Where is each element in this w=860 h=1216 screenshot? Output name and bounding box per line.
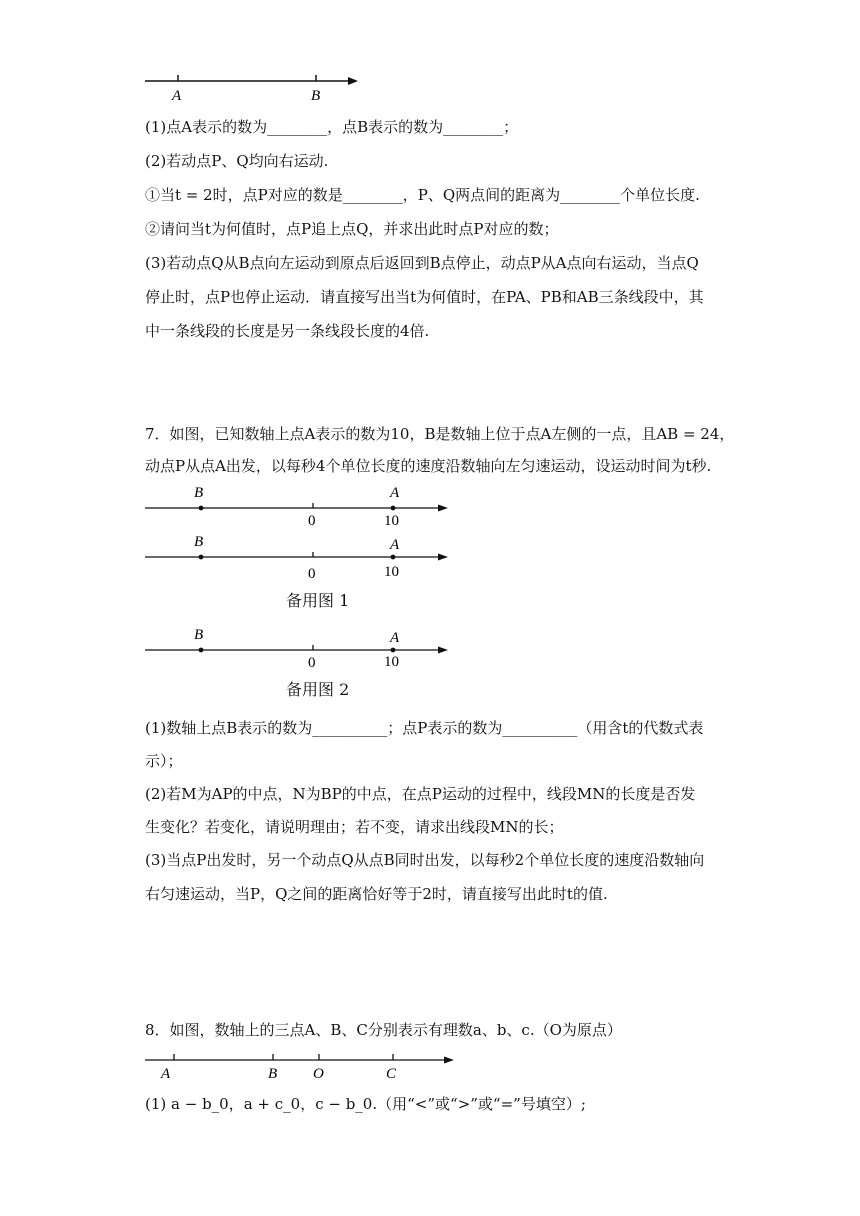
p8-a-label: A [161, 1066, 171, 1082]
p8-question-1: (1) a − b_0，a + c_0，c − b_0.（用“<”或“>”或“=”号填空）; [145, 1095, 586, 1113]
p6-question-2a: ①当t = 2时，点P对应的数是________，P、Q两点间的距离为________个单位长度. [145, 186, 700, 204]
point-b-label: B [311, 88, 321, 104]
p7-stem-line2: 动点P从点A出发，以每秒4个单位长度的速度沿数轴向左匀速运动，设运动时间为t秒. [145, 457, 712, 475]
p7-b2-b-label: B [194, 627, 204, 643]
p8-o-label: O [313, 1066, 324, 1082]
p6-question-1: (1)点A表示的数为________，点B表示的数为________； [145, 118, 519, 136]
p7-question-3-line2: 右匀速运动，当P，Q之间的距离恰好等于2时，请直接写出此时t的值. [145, 885, 608, 903]
p7-b1-b-label: B [194, 534, 204, 550]
p7-question-2-line1: (2)若M为AP的中点，N为BP的中点，在点P运动的过程中，线段MN的长度是否发 [145, 785, 696, 803]
p7-b2-zero-label: 0 [308, 655, 316, 671]
p7-question-3-line1: (3)当点P出发时，另一个动点Q从点B同时出发，以每秒2个单位长度的速度沿数轴向 [145, 851, 705, 869]
p7-question-2-line2: 生变化？若变化，请说明理由；若不变，请求出线段MN的长； [145, 818, 564, 836]
p7-main-ten-label: 10 [384, 513, 399, 529]
p7-main-b-label: B [194, 485, 204, 501]
p6-question-3-line3: 中一条线段的长度是另一条线段长度的4倍. [145, 322, 430, 340]
p6-question-2: (2)若动点P、Q均向右运动. [145, 152, 329, 170]
p7-b2-a-label: A [390, 630, 400, 646]
p7-b1-zero-label: 0 [308, 566, 316, 582]
point-a-label: A [172, 88, 182, 104]
p7-caption-backup-2: 备用图 2 [286, 680, 350, 699]
p7-main-zero-label: 0 [308, 513, 316, 529]
p7-b1-ten-label: 10 [384, 564, 399, 580]
p6-question-3-line1: (3)若动点Q从B点向左运动到原点后返回到B点停止，动点P从A点向右运动，当点Q [145, 254, 699, 272]
p7-question-1-line1: (1)数轴上点B表示的数为__________；点P表示的数为__________（用含t的代数式表 [145, 719, 704, 737]
p7-main-a-label: A [390, 485, 400, 501]
p7-question-1-line2: 示）； [145, 752, 183, 770]
p8-c-label: C [386, 1066, 397, 1082]
p7-b2-ten-label: 10 [384, 654, 399, 670]
p6-question-3-line2: 停止时，点P也停止运动．请直接写出当t为何值时，在PA、PB和AB三条线段中，其 [145, 288, 704, 306]
p6-question-2b: ②请问当t为何值时，点P追上点Q，并求出此时点P对应的数； [145, 220, 559, 238]
p7-caption-backup-1: 备用图 1 [286, 591, 350, 610]
p8-stem: 8．如图，数轴上的三点A、B、C分别表示有理数a、b、c.（O为原点） [145, 1021, 622, 1039]
p7-stem-line1: 7．如图，已知数轴上点A表示的数为10，B是数轴上位于点A左侧的一点，且AB = 24， [145, 425, 735, 443]
p7-b1-a-label: A [390, 537, 400, 553]
p8-b-label: B [268, 1066, 278, 1082]
